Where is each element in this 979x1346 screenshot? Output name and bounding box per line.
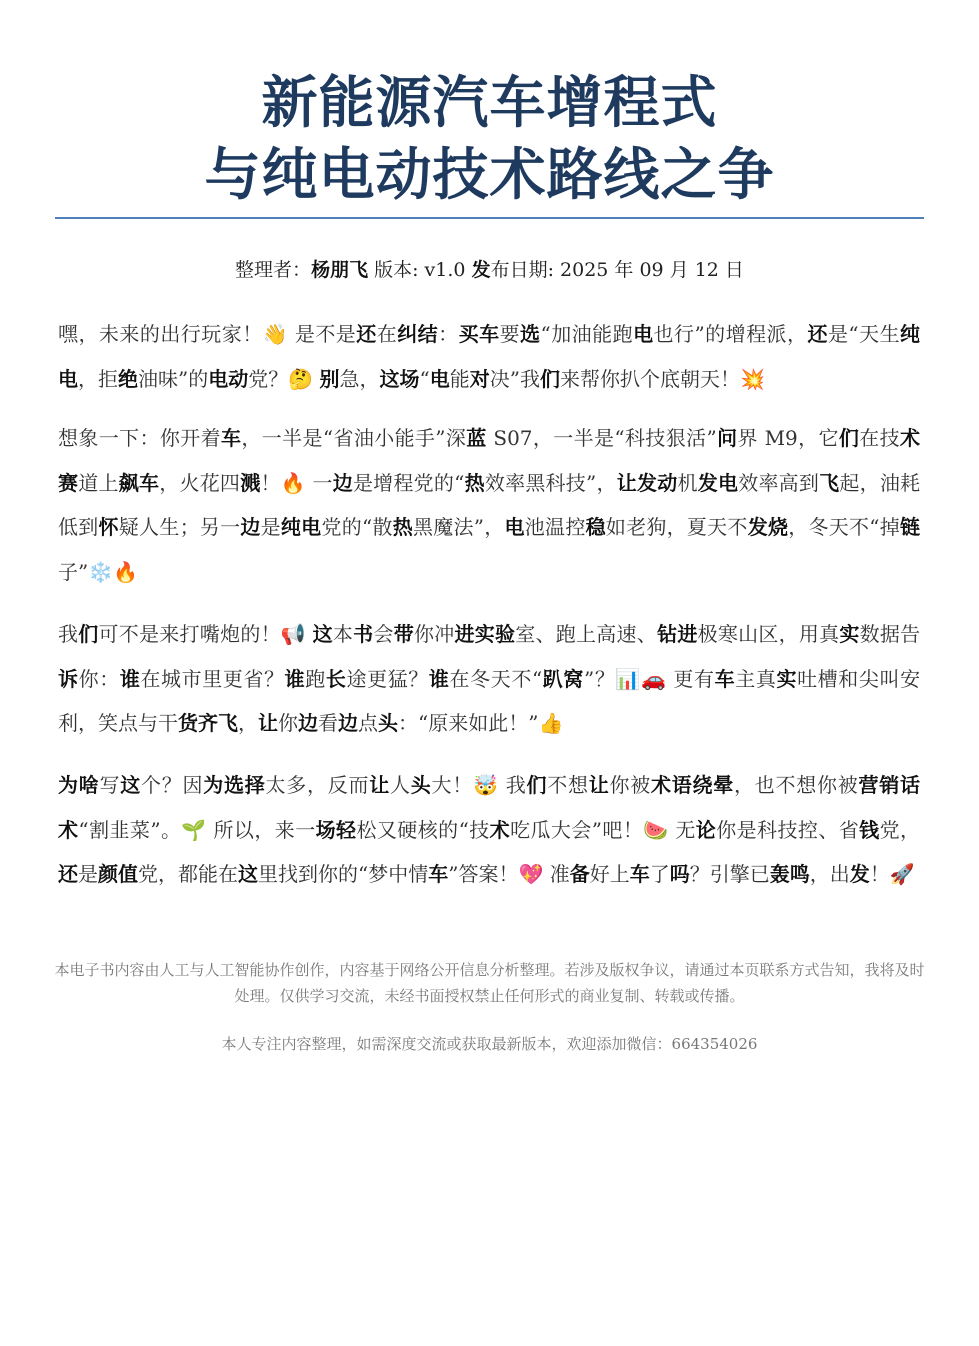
- text: 党？: [248, 366, 289, 391]
- text: 一: [305, 470, 333, 495]
- bold-text: 实: [839, 622, 860, 646]
- text: 你: [278, 711, 298, 735]
- bold-text: 还: [807, 322, 828, 346]
- text: 点: [358, 711, 378, 735]
- bold-text: 怀: [98, 515, 119, 539]
- text: “割韭菜”。: [78, 817, 182, 842]
- document-title: [0, 68, 979, 212]
- bold-text: 营销话术: [58, 773, 921, 842]
- fire-icon: 🔥: [280, 470, 306, 495]
- text: 决”我: [489, 366, 540, 391]
- bold-text: 实: [776, 666, 798, 691]
- text: 如老狗，夏天不: [605, 515, 748, 539]
- text: 也行”的增程派，: [653, 322, 808, 346]
- version-label: 版本: v1.0: [368, 259, 472, 281]
- bold-text: 术赛: [58, 426, 921, 495]
- bold-text: 车: [428, 862, 449, 886]
- text: 在冬天不“: [449, 666, 543, 691]
- text: “加油能跑: [540, 322, 634, 346]
- text: 嘿，未来的出行玩家！: [58, 322, 263, 346]
- text: 起，油耗低到: [58, 470, 921, 539]
- text: 太多，反而: [265, 773, 370, 797]
- text: 室、跑上高速、: [515, 622, 658, 646]
- text: 油味”的: [138, 366, 209, 391]
- bold-text: 们: [78, 622, 99, 646]
- text: 写: [99, 773, 121, 797]
- bold-text: 绝: [118, 366, 138, 391]
- text: 在: [376, 322, 398, 346]
- text: 要: [499, 322, 521, 346]
- bold-text: 纯电: [58, 322, 921, 391]
- bold-text: 这场: [379, 366, 420, 391]
- paragraph: [58, 416, 920, 594]
- bold-text: 纯电: [280, 515, 322, 539]
- bold-text: 还: [356, 322, 377, 346]
- bold-text: 电: [429, 366, 450, 391]
- text: 不想: [547, 773, 589, 797]
- text: 黑魔法”，: [412, 515, 505, 539]
- text: 道上: [78, 470, 119, 495]
- text: ，出: [809, 862, 850, 886]
- bold-text: 问: [716, 426, 738, 450]
- bold-text: 稳: [585, 515, 606, 539]
- text: 可不是来打嘴炮的！: [98, 622, 281, 646]
- text: 党的“散: [321, 515, 393, 539]
- bold-text: 蓝: [466, 426, 487, 450]
- bold-text: 让: [588, 773, 610, 797]
- bold-text: 纠结: [397, 322, 439, 346]
- text: 好上: [589, 862, 630, 886]
- text: ，拒: [78, 366, 118, 391]
- bold-text: 头: [410, 773, 432, 797]
- text: 疑人生；另一: [118, 515, 241, 539]
- text: 效率黑科技”，: [484, 470, 617, 495]
- text: ：: [438, 322, 459, 346]
- bold-text: 买车: [458, 322, 500, 346]
- text: 是不是: [288, 322, 357, 346]
- text: 个？因: [141, 773, 204, 797]
- bold-text: 电: [633, 322, 654, 346]
- bold-text: 边: [332, 470, 353, 495]
- bold-text: 进实验: [454, 622, 516, 646]
- exploding-head-icon: 🤯: [473, 773, 499, 797]
- bar-chart-icon: 📊: [615, 666, 641, 691]
- bold-text: 选: [520, 322, 541, 346]
- text: [306, 622, 313, 646]
- bold-text: 们: [526, 773, 548, 797]
- text: 极寒山区，用真: [697, 622, 840, 646]
- bold-text: 让: [369, 773, 390, 797]
- loudspeaker-icon: 📢: [280, 622, 307, 646]
- bold-text: 术: [489, 817, 511, 842]
- text: 数据告: [859, 622, 921, 646]
- bold-text: 为啥: [58, 773, 100, 797]
- text: 大！: [431, 773, 473, 797]
- bold-text: 货齐飞: [178, 711, 238, 735]
- text: 人: [390, 773, 411, 797]
- bold-text: 备: [569, 862, 590, 886]
- bold-text: 吗: [669, 862, 690, 886]
- bold-text: 让发动: [616, 470, 678, 495]
- bold-text: 发烧: [747, 515, 789, 539]
- text: 在技: [859, 426, 901, 450]
- fire-icon: 🔥: [113, 559, 139, 584]
- bold-text: 发: [849, 862, 870, 886]
- text: ，一半是“省油小能手”深: [241, 426, 467, 450]
- text: ，也不想你被: [734, 773, 859, 797]
- text: 吐槽和尖叫安利，笑点与干: [58, 666, 921, 735]
- bold-text: 边: [298, 711, 318, 735]
- bold-text: 链: [900, 515, 921, 539]
- text: 是: [78, 862, 98, 886]
- bold-text: 头: [378, 711, 398, 735]
- bold-text: 场轻: [315, 817, 357, 842]
- paragraph-scenario: [58, 416, 920, 594]
- text: 看: [318, 711, 338, 735]
- text: 机: [677, 470, 698, 495]
- paragraph: [58, 312, 920, 401]
- bold-text: 术语绕晕: [651, 773, 735, 797]
- bold-text: 谁: [284, 666, 306, 691]
- waving-hand-icon: 👋: [262, 322, 289, 346]
- text: 主真: [735, 666, 777, 691]
- text: 是: [260, 515, 281, 539]
- bold-text: 电动: [208, 366, 249, 391]
- text: ！: [260, 470, 281, 495]
- bold-text: 们: [838, 426, 860, 450]
- bold-text: 这: [120, 773, 141, 797]
- title-line-2: 与纯电动技术路线之争: [204, 143, 775, 208]
- text: 准: [543, 862, 570, 886]
- text: ：“原来如此！”: [398, 711, 539, 735]
- text: 吃瓜大会”吧！: [510, 817, 644, 842]
- text: 在城市里更省？: [140, 666, 285, 691]
- bold-text: 电: [504, 515, 525, 539]
- bold-text: 为选择: [203, 773, 266, 797]
- document-meta: [0, 256, 979, 284]
- text: ，火花四: [159, 470, 241, 495]
- text: 池温控: [524, 515, 586, 539]
- bold-text: 对: [469, 366, 490, 391]
- text: ，: [238, 711, 258, 735]
- text: 了: [649, 862, 670, 886]
- text: 党，: [879, 817, 921, 842]
- bold-text: 这: [238, 862, 258, 886]
- text: 里找到你的“梦中情: [258, 862, 429, 886]
- date-label: 布日期: 2025 年 09 月 12 日: [490, 259, 744, 281]
- title-divider: [55, 217, 924, 219]
- bold-text: 这: [312, 622, 333, 646]
- text: ！: [869, 862, 890, 886]
- text: 你被: [609, 773, 652, 797]
- paragraph-intro: [58, 312, 920, 401]
- text: ”答案！: [448, 862, 519, 886]
- text: “: [419, 366, 430, 391]
- bold-text: 轰鸣: [769, 862, 810, 886]
- bold-text: 边: [338, 711, 358, 735]
- text: 是“天生: [827, 322, 901, 346]
- text: 你冲: [413, 622, 455, 646]
- bold-text: 热: [392, 515, 413, 539]
- text: 想象一下：你开着: [58, 426, 221, 450]
- bold-text: 谁: [428, 666, 450, 691]
- bold-text: 飙车: [118, 470, 160, 495]
- bold-text: 边: [240, 515, 261, 539]
- text: 来帮你扒个底朝天！: [559, 366, 740, 391]
- bold-text: 还: [58, 862, 78, 886]
- thinking-face-icon: 🤔: [288, 366, 314, 391]
- editor-label: 整理者：: [235, 259, 312, 281]
- title-line-1: 新能源汽车增程式: [261, 71, 718, 136]
- bold-text: 带: [393, 622, 414, 646]
- bold-text: 别: [319, 366, 340, 391]
- text: 是增程党的“: [352, 470, 465, 495]
- date-label-bold: 发: [471, 259, 491, 281]
- bold-text: 论: [695, 817, 717, 842]
- text: 所以，来一: [206, 817, 316, 842]
- bold-text: 趴窝: [542, 666, 584, 691]
- text: 本: [332, 622, 354, 646]
- text: 能: [449, 366, 470, 391]
- text: 你：: [78, 666, 120, 691]
- text: 子”: [58, 559, 89, 584]
- seedling-icon: 🌱: [181, 817, 207, 842]
- text: 更有: [666, 666, 715, 691]
- bold-text: 让: [258, 711, 278, 735]
- text: 途更猛？: [346, 666, 429, 691]
- editor-name: 杨朋飞: [311, 259, 369, 281]
- copyright-disclaimer: 本电子书内容由人工与人工智能协作创作，内容基于网络公开信息分析整理。若涉及版权争议，请通过本页联系方式告知，我将及时处理。仅供学习交流，未经书面授权禁止任何形式的商业复制、转载或传播。: [54, 961, 925, 1005]
- text: S07，一半是“科技狠活”: [486, 426, 717, 450]
- text: 我: [58, 622, 79, 646]
- bold-text: 飞: [819, 470, 840, 495]
- bold-text: 车: [220, 426, 242, 450]
- bold-text: 溅: [240, 470, 261, 495]
- text: 会: [373, 622, 394, 646]
- text: 跑: [305, 666, 326, 691]
- bold-text: 谁: [119, 666, 141, 691]
- text: 无: [668, 817, 696, 842]
- contact-note: 本人专注内容整理，如需深度交流或获取最新版本，欢迎添加微信：664354026: [221, 1035, 758, 1053]
- paragraph: [58, 612, 920, 746]
- bold-text: 颜值: [98, 862, 138, 886]
- text: 我: [498, 773, 527, 797]
- thumbs-up-icon: 👍: [538, 711, 564, 735]
- bold-text: 书: [353, 622, 374, 646]
- sparkling-heart-icon: 💖: [518, 862, 544, 886]
- collision-icon: 💥: [739, 366, 765, 391]
- paragraph-why: [58, 763, 920, 897]
- bold-text: 长: [325, 666, 347, 691]
- car-icon: 🚗: [640, 666, 667, 691]
- text: ？引擎已: [689, 862, 770, 886]
- rocket-icon: 🚀: [889, 862, 915, 886]
- paragraph: [58, 763, 920, 897]
- bold-text: 车: [714, 666, 736, 691]
- bold-text: 钱: [859, 817, 880, 842]
- watermelon-icon: 🍉: [643, 817, 669, 842]
- bold-text: 们: [539, 366, 560, 391]
- bold-text: 诉: [58, 666, 79, 691]
- bold-text: 车: [629, 862, 650, 886]
- text: ，冬天不“掉: [788, 515, 901, 539]
- paragraph-book-promise: [58, 612, 920, 746]
- text: 效率高到: [738, 470, 820, 495]
- snowflake-icon: ❄️: [88, 559, 114, 584]
- text: 你是科技控、省: [716, 817, 860, 842]
- text: 急，: [339, 366, 380, 391]
- text: 党，都能在: [138, 862, 238, 886]
- text: 松又硬核的“技: [356, 817, 490, 842]
- bold-text: 钻进: [657, 622, 698, 646]
- text: ”？: [583, 666, 616, 691]
- bold-text: 发电: [697, 470, 739, 495]
- bold-text: 热: [464, 470, 485, 495]
- text: 界 M9，它: [737, 426, 839, 450]
